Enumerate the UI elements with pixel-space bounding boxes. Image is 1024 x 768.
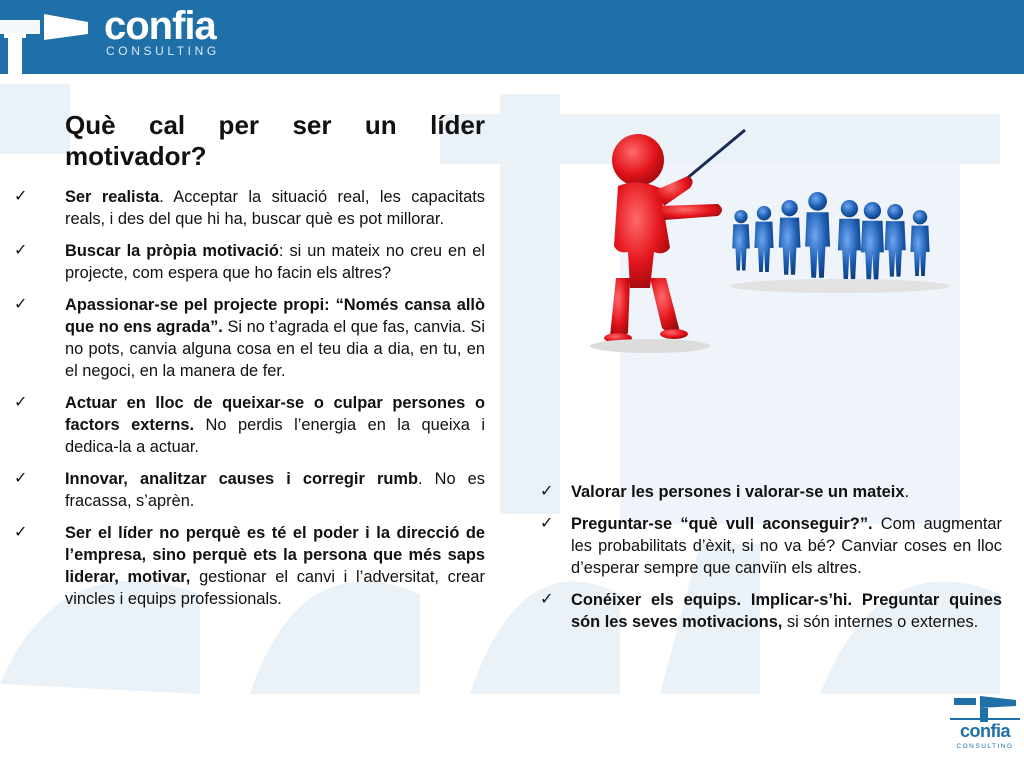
footer-logo [950,694,1020,764]
leader-team-illustration [590,128,960,363]
list-item [14,294,485,382]
checkmark-icon: ✓ [540,483,554,500]
list-item [540,513,1002,579]
item-text: : si un mateix no creu en el projecte, com espera que ho facin els altres? [65,242,485,282]
item-bold-text: Valorar les persones i valorar-se un mateix [571,483,905,501]
lighthouse-icon [950,694,1020,722]
list-item [14,522,485,610]
list-item [540,589,1002,633]
list-item [14,468,485,512]
checkmark-icon: ✓ [14,188,28,205]
list-item [14,240,485,284]
list-item [540,481,1002,503]
checkmark-icon: ✓ [14,524,28,541]
checkmark-icon: ✓ [540,515,554,532]
header-bar [0,0,1024,74]
brand-logo [0,0,260,74]
item-text: si són internes o externes. [782,613,979,631]
list-item [14,186,485,230]
item-text: Com augmentar les probabilitats d’èxit, si no va bé? Canviar coses en lloc d’esperar sempre que canviïn els altres. [571,515,1003,577]
list-item [14,392,485,458]
checkmark-icon: ✓ [540,591,554,608]
brand-name: confia [104,4,216,48]
footer-brand-name: confia [959,721,1010,741]
item-bold-text: Conéixer els equips. Implicar-s’hi. Preguntar quines són les seves motivacions, [571,591,1002,631]
item-bold-text: Apassionar-se pel projecte propi: “Només cansa allò que no ens agrada”. [65,296,485,336]
item-bold-text: Buscar la pròpia motivació [65,242,279,260]
item-bold-text: Actuar en lloc de queixar-se o culpar persones o factors externs. [65,394,485,434]
left-bullet-list [14,186,485,620]
lighthouse-icon [0,0,100,74]
item-text: . No es fracassa, s’aprèn. [65,470,485,510]
brand-subtitle: CONSULTING [106,44,220,58]
item-text: Si no t’agrada el que fas, canvia. Si no pots, canvia alguna cosa en el teu dia a dia, en tu, en el negoci, en la manera de fer. [65,318,485,380]
checkmark-icon: ✓ [14,242,28,259]
item-bold-text: Ser el líder no perquè es té el poder i la direcció de l’empresa, sino perquè ets la persona que més saps liderar, motivar, [65,524,485,586]
team-figures [732,192,929,281]
item-text: gestionar el canvi i l’adversitat, crear vincles i equips professionals. [65,568,486,608]
item-bold-text: Ser realista [65,188,160,206]
item-text: . Acceptar la situació real, les capacitats reals, i des del que hi ha, buscar què es pot millorar. [65,188,486,228]
item-text: . [904,483,910,501]
item-bold-text: Preguntar-se “què vull aconseguir?”. [571,515,873,533]
item-text: No perdis l’energia en la queixa i dedica-la a actuar. [65,416,485,456]
page-title: Què cal per ser un líder motivador? [65,110,485,171]
footer-brand-subtitle: CONSULTING [956,743,1014,750]
right-bullet-list [540,481,1002,643]
checkmark-icon: ✓ [14,470,28,487]
checkmark-icon: ✓ [14,394,28,411]
checkmark-icon: ✓ [14,296,28,313]
item-bold-text: Innovar, analitzar causes i corregir rumb [65,470,418,488]
